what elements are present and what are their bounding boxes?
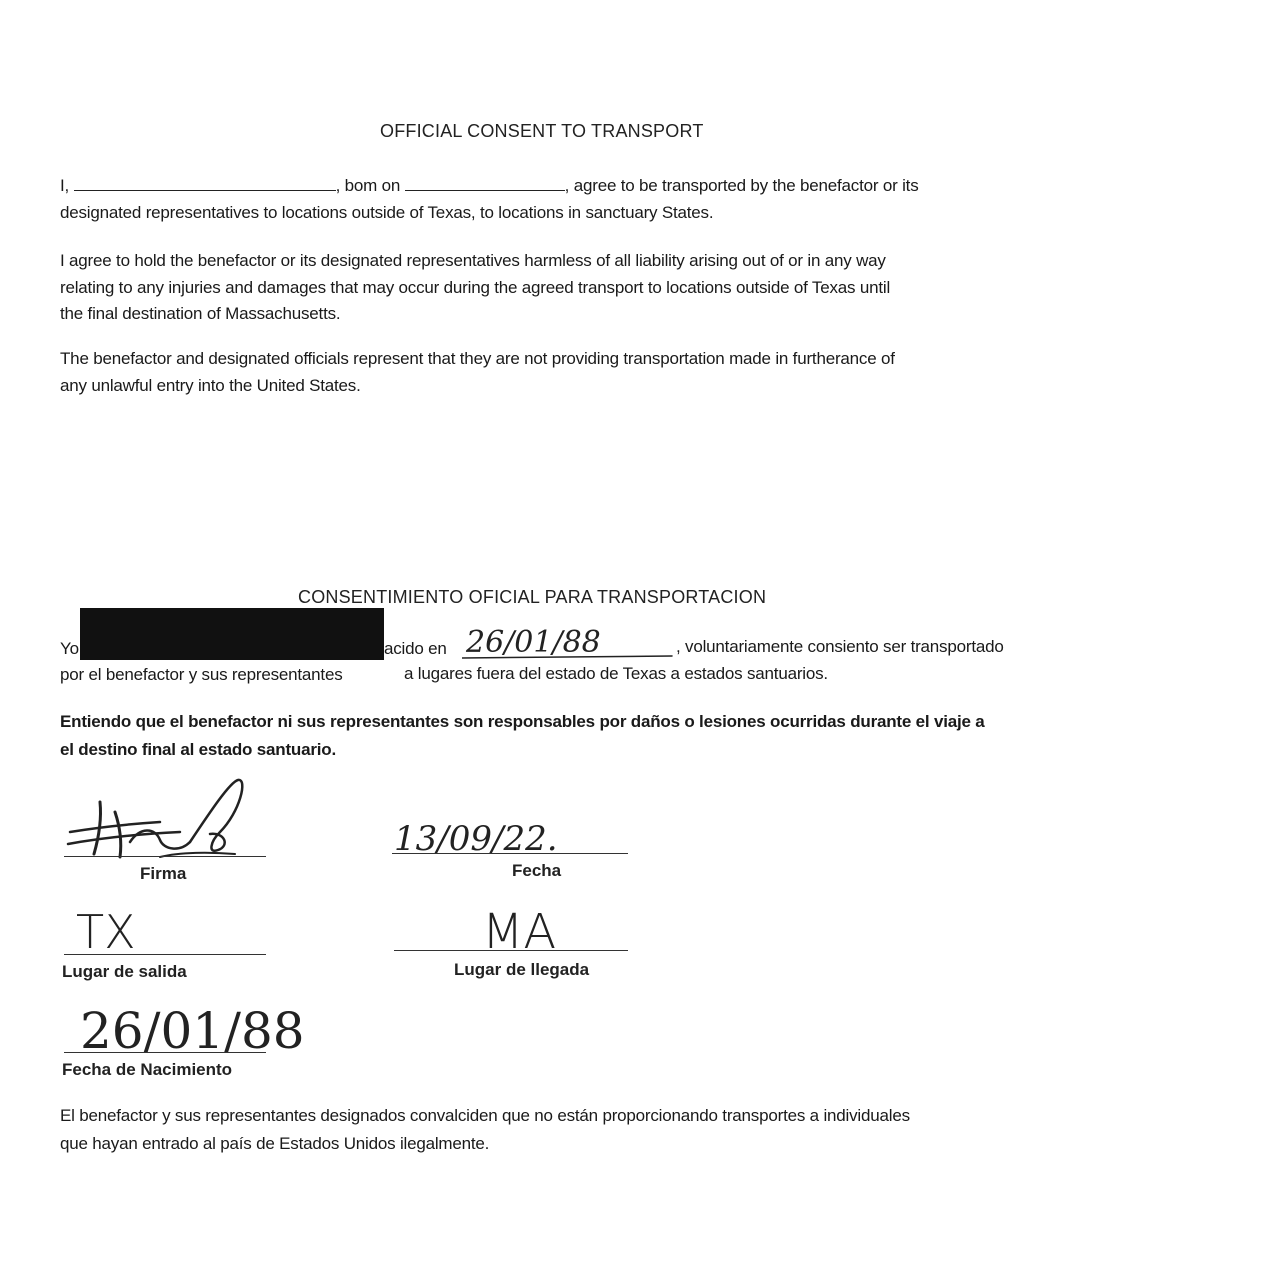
english-p3-line1: The benefactor and designated officials represent that they are not providing transportation made in furtherance of	[60, 349, 895, 368]
firma-label: Firma	[140, 864, 187, 883]
english-p2-line3: the final destination of Massachusetts.	[60, 304, 341, 323]
salida-line	[64, 954, 266, 955]
salida-label: Lugar de salida	[62, 962, 187, 981]
english-title: OFFICIAL CONSENT TO TRANSPORT	[380, 121, 704, 141]
nacimiento-label: Fecha de Nacimiento	[62, 1060, 233, 1079]
english-p3-line2: any unlawful entry into the United States.	[60, 376, 361, 395]
svg-text:26/01/88: 26/01/88	[80, 1002, 305, 1056]
english-p2-line1: I agree to hold the benefactor or its designated representatives harmless of all liability arising out of or in any way	[60, 251, 886, 270]
salida-handwritten	[64, 902, 264, 956]
svg-text:13/09/22.: 13/09/22.	[394, 819, 558, 858]
spanish-line1-yo: Yo	[60, 639, 79, 658]
name-blank	[74, 176, 336, 191]
english-p1-prefix: I,	[60, 176, 70, 195]
redaction-block	[80, 608, 384, 660]
birthdate-handwritten	[462, 616, 677, 664]
svg-text:MA: MA	[482, 904, 557, 956]
spanish-line2-b: a lugares fuera del estado de Texas a estados santuarios.	[404, 664, 828, 683]
firma-line	[64, 856, 266, 857]
spanish-p2-line2: el destino final al estado santuario.	[60, 740, 336, 759]
spanish-line2-a: por el benefactor y sus representantes	[60, 665, 343, 684]
spanish-line1-nacido: acido en	[384, 639, 447, 658]
fecha-label: Fecha	[512, 861, 562, 880]
llegada-line	[394, 950, 628, 951]
signature	[60, 772, 270, 867]
fecha-line	[392, 853, 628, 854]
spanish-title: CONSENTIMIENTO OFICIAL PARA TRANSPORTACION	[298, 587, 767, 607]
english-p1-line1	[60, 176, 919, 196]
llegada-handwritten	[470, 900, 630, 956]
spanish-p3-line2: que hayan entrado al país de Estados Unidos ilegalmente.	[60, 1134, 490, 1153]
svg-text:26/01/88: 26/01/88	[466, 625, 601, 660]
llegada-label: Lugar de llegada	[454, 960, 590, 979]
svg-text:TX: TX	[76, 905, 136, 956]
english-p2-line2: relating to any injuries and damages that may occur during the agreed transport to locations outside of Texas until	[60, 278, 891, 297]
spanish-line1-consent: , voluntariamente consiento ser transportado	[676, 637, 1004, 656]
nacimiento-line	[64, 1052, 266, 1053]
birthdate-blank	[405, 176, 565, 191]
nacimiento-handwritten	[64, 996, 344, 1056]
english-p1-born: , bom on	[335, 176, 401, 195]
english-p1-agree: , agree to be transported by the benefactor or its	[564, 176, 919, 195]
spanish-p2-line1: Entiendo que el benefactor ni sus representantes son responsables por daños o lesiones ocurridas durante el viaje a	[60, 712, 985, 731]
fecha-handwritten	[390, 812, 630, 858]
spanish-p3-line1: El benefactor y sus representantes designados convalciden que no están proporcionando transportes a individuales	[60, 1106, 910, 1125]
english-p1-line2: designated representatives to locations outside of Texas, to locations in sanctuary States.	[60, 203, 714, 222]
